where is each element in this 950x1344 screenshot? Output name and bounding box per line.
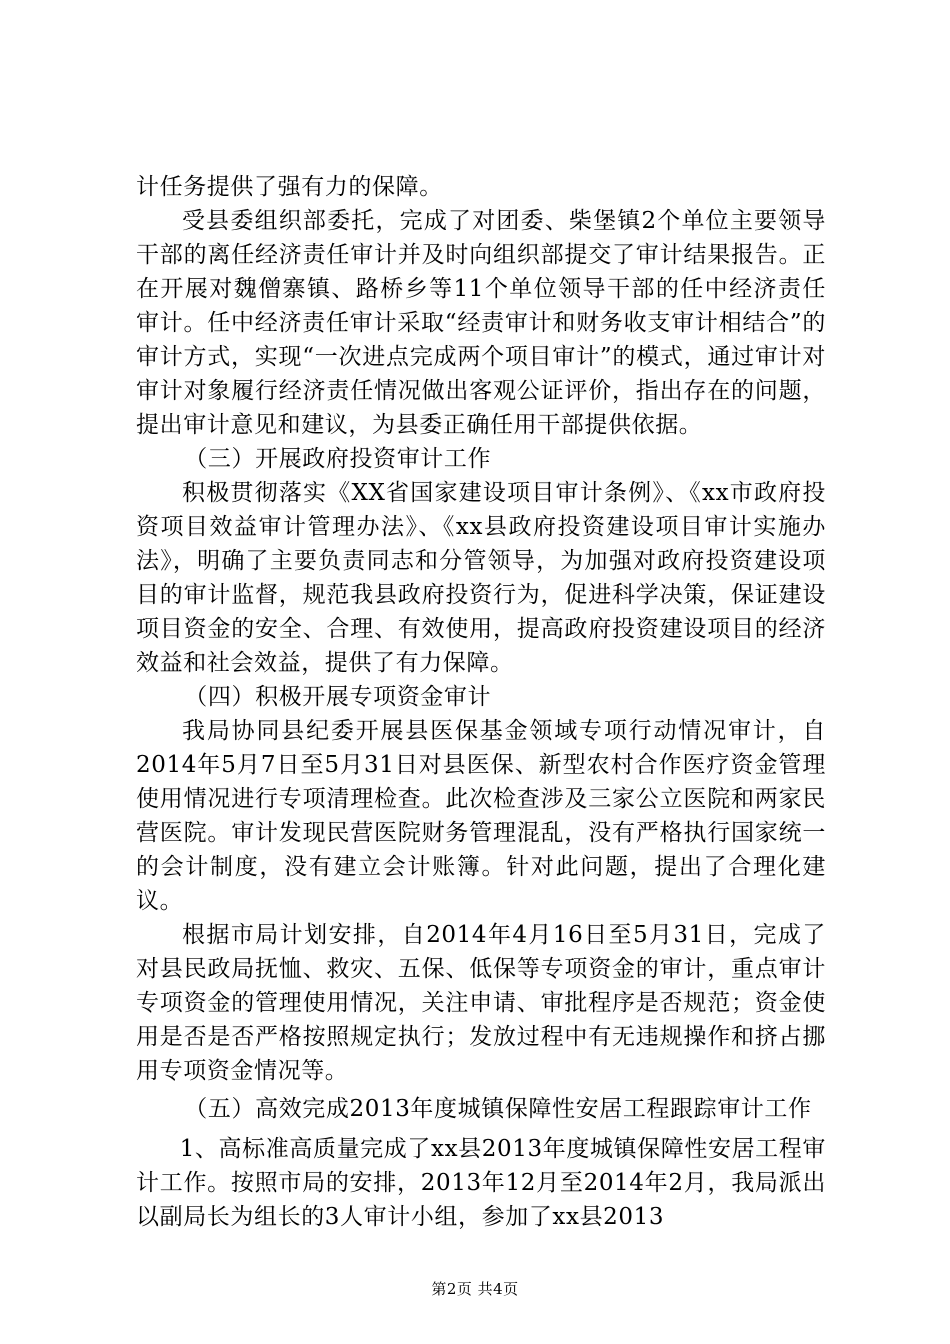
paragraph-civil-affairs-fund-audit: 根据市局计划安排，自2014年4月16日至5月31日，完成了对县民政局抚恤、救灾、五保、低保等专项资金的审计，重点审计专项资金的管理使用情况，关注申请、审批程序是否规范；资金使用是否是否严格按照规定执行；发放过程中有无违规操作和挤占挪用专项资金情况等。	[136, 922, 826, 1084]
paragraph-continuation: 计任务提供了强有力的保障。	[136, 174, 443, 200]
paragraph-government-investment-audit: 积极贯彻落实《XX省国家建设项目审计条例》、《xx市政府投资项目效益审计管理办法》、《xx县政府投资建设项目审计实施办法》，明确了主要负责同志和分管领导，为加强对政府投资建设项目的审计监督，规范我县政府投资行为，促进科学决策，保证建设项目资金的安全、合理、有效使用，提高政府投资建设项目的经济效益和社会效益，提供了有力保障。	[136, 480, 826, 676]
section-heading-4: （四）积极开展专项资金审计	[184, 684, 492, 710]
document-body	[136, 170, 826, 1234]
section-heading-5: （五）高效完成2013年度城镇保障性安居工程跟踪审计工作	[184, 1096, 812, 1122]
page-number-footer: 第2页 共4页	[431, 1280, 519, 1298]
paragraph-housing-project-audit: 1、高标准高质量完成了xx县2013年度城镇保障性安居工程审计工作。按照市局的安排，2013年12月至2014年2月，我局派出以副局长为组长的3人审计小组，参加了xx县2013	[136, 1136, 826, 1230]
paragraph-medical-insurance-audit: 我局协同县纪委开展县医保基金领域专项行动情况审计，自2014年5月7日至5月31日对县医保、新型农村合作医疗资金管理使用情况进行专项清理检查。此次检查涉及三家公立医院和两家民营医院。审计发现民营医院财务管理混乱，没有严格执行国家统一的会计制度，没有建立会计账簿。针对此问题，提出了合理化建议。	[136, 718, 826, 914]
paragraph-economic-responsibility-audit: 受县委组织部委托，完成了对团委、柴堡镇2个单位主要领导干部的离任经济责任审计并及时向组织部提交了审计结果报告。正在开展对魏僧寨镇、路桥乡等11个单位领导干部的任中经济责任审计。任中经济责任审计采取“经责审计和财务收支审计相结合”的审计方式，实现“一次进点完成两个项目审计”的模式，通过审计对审计对象履行经济责任情况做出客观公证评价，指出存在的问题，提出审计意见和建议，为县委正确任用干部提供依据。	[136, 208, 826, 438]
section-heading-3: （三）开展政府投资审计工作	[184, 446, 492, 472]
